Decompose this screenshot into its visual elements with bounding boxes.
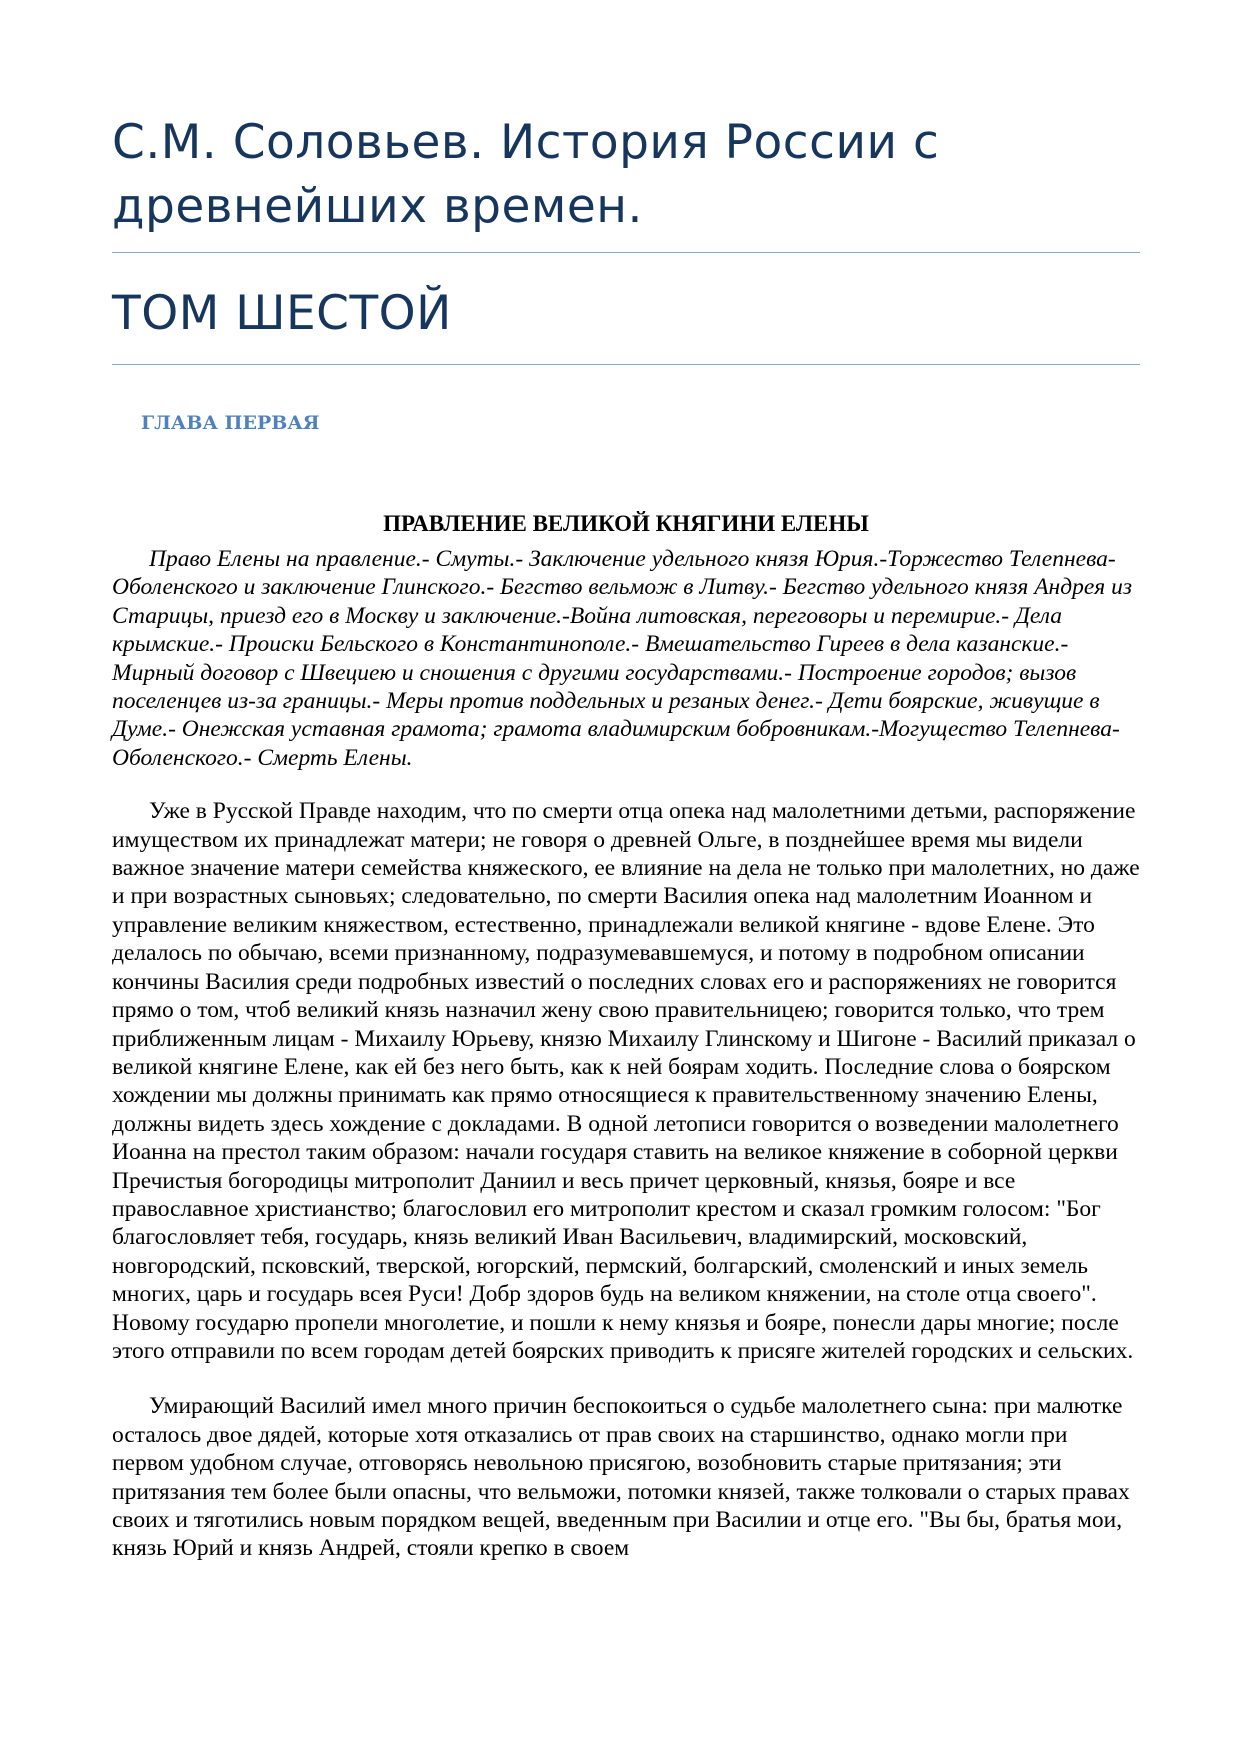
chapter-summary: Право Елены на правление.- Смуты.- Заключение удельного князя Юрия.-Торжество Телепнева-Оболенского и заключение Глинского.- Бегство вельмож в Литву.- Бегство удельного князя Андрея из Старицы, приезд его в Москву и заключение.-Война литовская, переговоры и перемирие.- Дела крымские.- Происки Бельского в Константинополе.- Вмешательство Гиреев в дела казанские.- Мирный договор с Швециею и сношения с другими государствами.- Построение городов; вызов поселенцев из-за границы.- Меры против поддельных и резаных денег.- Дети боярские, живущие в Думе.- Онежская уставная грамота; грамота владимирским бобровникам.-Могущество Телепнева-Оболенского.- Смерть Елены.: [112, 546, 1132, 771]
volume-heading: ТОМ ШЕСТОЙ: [112, 286, 452, 341]
document-page: [112, 0, 1140, 1563]
document-title: С.М. Соловьев. История России с древнейших времен.: [112, 115, 940, 234]
chapter-heading: ГЛАВА ПЕРВАЯ: [141, 412, 320, 434]
body-paragraph-1: Уже в Русской Правде находим, что по смерти отца опека над малолетними детьми, распоряжение имуществом их принадлежат матери; не говоря о древней Ольге, в позднейшее время мы видели важное значение матери семейства княжеского, ее влияние на дела не только при малолетних, но даже и при возрастных сыновьях; следовательно, по смерти Василия опека над малолетним Иоанном и управление великим княжеством, естественно, принадлежали великой княгине - вдове Елене. Это делалось по обычаю, всеми признанному, подразумевавшемуся, и потому в подробном описании кончины Василия среди подробных известий о последних словах его и распоряжениях не говорится прямо о том, чтоб великий князь назначил жену свою правительницею; говорится только, что трем приближенным лицам - Михаилу Юрьеву, князю Михаилу Глинскому и Шигоне - Василий приказал о великой княгине Елене, как ей без него быть, как к ней боярам ходить. Последние слова о боярском хождении мы должны принимать как прямо относящиеся к правительственному значению Елены, должны видеть здесь хождение с докладами. В одной летописи говорится о возведении малолетнего Иоанна на престол таким образом: начали государя ставить на великое княжение в соборной церкви Пречистыя богородицы митрополит Даниил и весь причет церковный, князья, бояре и все православное христианство; благословил его митрополит крестом и сказал громким голосом: "Бог благословляет тебя, государь, князь великий Иван Васильевич, владимирский, московский, новгородский, псковский, тверской, югорский, пермский, болгарский, смоленский и иных земель многих, царь и государь всея Руси! Добр здоров будь на великом княжении, на столе отца своего". Новому государю пропели многолетие, и пошли к нему князья и бояре, понесли дары многие; после этого отправили по всем городам детей боярских приводить к присяге жителей городских и сельских.: [112, 798, 1140, 1364]
section-title: ПРАВЛЕНИЕ ВЕЛИКОЙ КНЯГИНИ ЕЛЕНЫ: [383, 511, 869, 536]
body-paragraph-2: Умирающий Василий имел много причин беспокоиться о судьбе малолетнего сына: при малютке осталось двое дядей, которые хотя отказались от прав своих на старшинство, однако могли при первом удобном случае, отговорясь невольною присягою, возобновить старые притязания; эти притязания тем более были опасны, что вельможи, потомки князей, также толковали о старых правах своих и тяготились новым порядком вещей, введенным при Василии и отце его. "Вы бы, братья мои, князь Юрий и князь Андрей, стояли крепко в своем: [112, 1393, 1130, 1562]
